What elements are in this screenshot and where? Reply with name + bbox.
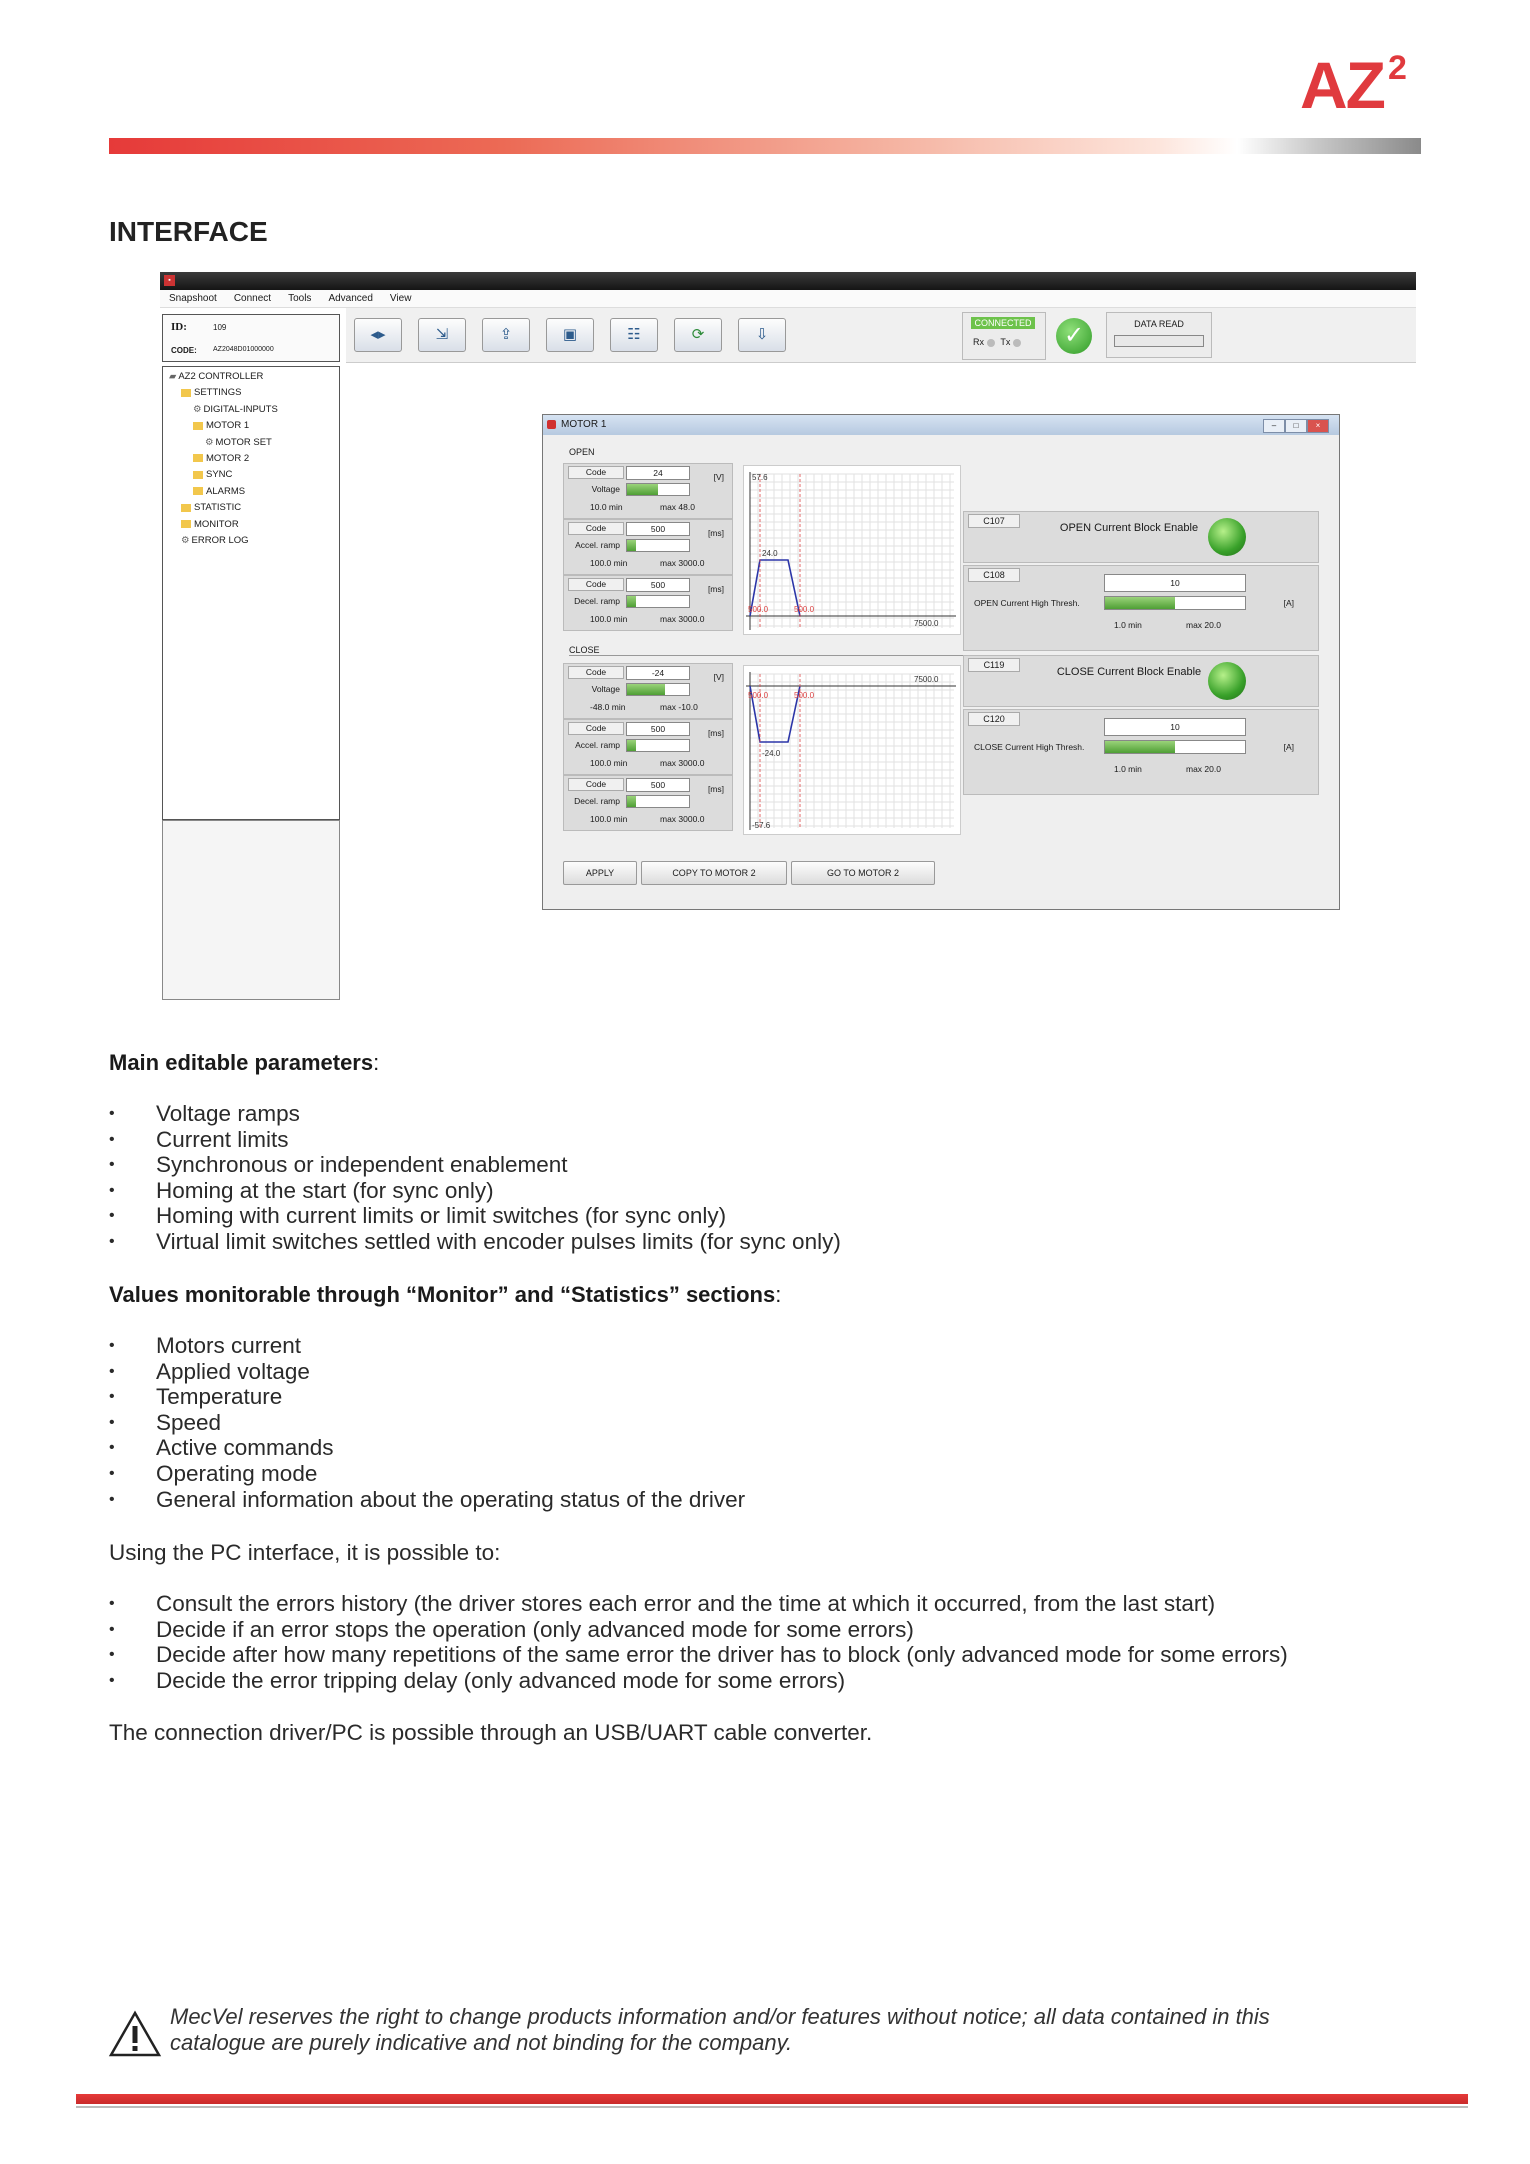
param-value-input[interactable]: 500 xyxy=(626,578,690,592)
open-ramp-plot xyxy=(743,465,961,635)
download-button[interactable] xyxy=(738,318,786,352)
tree-item[interactable] xyxy=(193,420,249,431)
logo-superscript: 2 xyxy=(1387,49,1405,87)
plot-grid xyxy=(750,474,954,628)
rx-led-icon xyxy=(987,339,995,347)
param-code: Code xyxy=(568,778,624,791)
close-thresh-slider[interactable] xyxy=(1104,740,1246,754)
close-thresh-name: CLOSE Current High Thresh. xyxy=(974,742,1085,752)
param-name: Voltage xyxy=(591,484,620,494)
folder-icon xyxy=(193,454,203,462)
param-unit: [ms] xyxy=(707,528,724,538)
copy-to-motor2-button[interactable]: COPY TO MOTOR 2 xyxy=(641,861,787,885)
close-thresh-max: max 20.0 xyxy=(1186,764,1221,774)
plot-t2-label: 500.0 xyxy=(794,605,815,614)
list-item: • Decide the error tripping delay (only advanced mode for some errors) xyxy=(109,1668,1288,1694)
param-max: max 3000.0 xyxy=(660,758,705,768)
param-value-input[interactable]: 24 xyxy=(626,466,690,480)
folder-icon xyxy=(193,471,203,479)
param-block xyxy=(563,519,733,575)
folder-icon xyxy=(193,422,203,430)
open-thresh-min: 1.0 min xyxy=(1114,620,1142,630)
tx-led-icon xyxy=(1013,339,1021,347)
param-value-input[interactable]: -24 xyxy=(626,666,690,680)
main-params-heading-text: Main editable parameters xyxy=(109,1050,374,1075)
open-current-block xyxy=(963,511,1319,563)
close-block-code: C119 xyxy=(968,658,1020,672)
menu-snapshoot[interactable]: Snapshoot xyxy=(169,293,217,304)
param-unit: [ms] xyxy=(707,784,724,794)
maximize-button[interactable]: □ xyxy=(1285,419,1307,433)
list-item: • Speed xyxy=(109,1410,745,1436)
folder-icon xyxy=(181,520,191,528)
list-item: • Current limits xyxy=(109,1127,841,1153)
open-block-code: C107 xyxy=(968,514,1020,528)
goto-motor2-button[interactable]: GO TO MOTOR 2 xyxy=(791,861,935,885)
param-slider[interactable] xyxy=(626,739,690,752)
param-slider[interactable] xyxy=(626,483,690,496)
app-icon: ▪ xyxy=(164,275,175,286)
app-titlebar xyxy=(160,272,1416,290)
param-block xyxy=(563,663,733,719)
tree-item-label: ALARMS xyxy=(206,485,246,497)
tree-item-label: ERROR LOG xyxy=(191,535,249,546)
param-block xyxy=(563,463,733,519)
open-section-label: OPEN xyxy=(569,447,595,457)
plot-t1-label: 500.0 xyxy=(748,691,769,700)
tree-item[interactable] xyxy=(181,502,241,513)
close-thresh-fill xyxy=(1105,741,1175,753)
tree-item[interactable] xyxy=(181,387,242,398)
toolbar xyxy=(346,308,1416,363)
gear-icon: ⚙ xyxy=(205,436,214,448)
close-enable-led-icon[interactable] xyxy=(1208,662,1246,700)
param-min: -48.0 min xyxy=(590,702,626,712)
plug-icon: ⇲ xyxy=(435,326,449,343)
disclaimer-line-2: catalogue are purely indicative and not binding for the company. xyxy=(170,2030,793,2055)
param-name: Accel. ramp xyxy=(575,740,620,750)
plot-tmax-label: 7500.0 xyxy=(914,619,939,628)
close-current-block xyxy=(963,655,1319,707)
refresh-icon: ⟳ xyxy=(691,326,705,343)
param-max: max 3000.0 xyxy=(660,814,705,824)
section-divider xyxy=(569,655,974,656)
app-screenshot xyxy=(160,272,1416,998)
param-code: Code xyxy=(568,666,624,679)
tree-item[interactable] xyxy=(169,371,263,382)
gear-icon: ⚙ xyxy=(181,535,190,546)
param-slider-fill xyxy=(627,484,658,495)
arrows-icon: ◂▸ xyxy=(370,326,386,343)
list-item: • Operating mode xyxy=(109,1461,745,1487)
list-item: • Decide if an error stops the operation (only advanced mode for some errors) xyxy=(109,1617,1288,1643)
param-min: 100.0 min xyxy=(590,758,628,768)
param-name: Accel. ramp xyxy=(575,540,620,550)
disclaimer-line-1: MecVel reserves the right to change products information and/or features without notice; all data contained in this xyxy=(170,2004,1270,2029)
list-item: • Voltage ramps xyxy=(109,1101,841,1127)
code-label: CODE: xyxy=(171,346,197,355)
param-block xyxy=(563,775,733,831)
param-min: 100.0 min xyxy=(590,814,628,824)
plot-level-label: 24.0 xyxy=(762,549,778,558)
list-item: • Homing with current limits or limit switches (for sync only) xyxy=(109,1203,841,1229)
device-id-panel xyxy=(162,314,340,362)
open-thresh-name: OPEN Current High Thresh. xyxy=(974,598,1080,608)
param-min: 10.0 min xyxy=(590,502,623,512)
param-slider-fill xyxy=(627,796,636,807)
tree-item[interactable] xyxy=(193,404,278,415)
param-slider-fill xyxy=(627,740,636,751)
folder-icon xyxy=(193,487,203,495)
param-slider-fill xyxy=(627,596,636,607)
menu-tools[interactable]: Tools xyxy=(288,293,312,304)
param-block xyxy=(563,719,733,775)
param-name: Voltage xyxy=(591,684,620,694)
folder-icon xyxy=(181,389,191,397)
warning-icon xyxy=(108,2010,162,2058)
list-item: • Virtual limit switches settled with encoder pulses limits (for sync only) xyxy=(109,1229,841,1255)
param-slider[interactable] xyxy=(626,795,690,808)
param-unit: [ms] xyxy=(707,584,724,594)
connect-button[interactable] xyxy=(418,318,466,352)
list-item: • Synchronous or independent enablement xyxy=(109,1152,841,1178)
download-icon: ⇩ xyxy=(755,326,769,343)
tree-item-label: STATISTIC xyxy=(194,502,242,514)
window-icon xyxy=(547,420,556,429)
tree-item-label: AZ2 CONTROLLER xyxy=(178,371,264,382)
id-value: 109 xyxy=(213,323,227,332)
minimize-button[interactable]: – xyxy=(1263,419,1285,433)
tree-item-label: DIGITAL-INPUTS xyxy=(203,403,278,415)
tree-item-label: SETTINGS xyxy=(194,387,242,399)
tree-item[interactable] xyxy=(193,469,232,480)
footer-bar xyxy=(76,2094,1468,2104)
param-slider-fill xyxy=(627,540,636,551)
id-label: ID: xyxy=(171,321,187,333)
open-thresh-fill xyxy=(1105,597,1175,609)
tree-item-label: MOTOR 1 xyxy=(206,420,250,432)
list-item: • Applied voltage xyxy=(109,1359,745,1385)
param-block xyxy=(563,575,733,631)
menu-advanced[interactable]: Advanced xyxy=(328,293,373,304)
connection-status xyxy=(962,312,1046,360)
param-unit: [ms] xyxy=(707,728,724,738)
param-code: Code xyxy=(568,466,624,479)
menu-view[interactable]: View xyxy=(389,293,412,304)
param-min: 100.0 min xyxy=(590,614,628,624)
param-slider[interactable] xyxy=(626,683,690,696)
logo-text: AZ xyxy=(1300,48,1384,122)
open-current-thresh xyxy=(963,565,1319,651)
pc-capabilities-list xyxy=(109,1591,1288,1693)
settings-button[interactable] xyxy=(610,318,658,352)
connected-badge: CONNECTED xyxy=(971,317,1035,329)
list-item: • Motors current xyxy=(109,1333,745,1359)
menu-connect[interactable]: Connect xyxy=(233,293,272,304)
monitor-heading-text: Values monitorable through “Monitor” and “Statistics” sections xyxy=(109,1282,776,1307)
plot-t1-label: 500.0 xyxy=(748,605,769,614)
tree-item-label: MONITOR xyxy=(194,518,239,530)
brand-logo xyxy=(1300,48,1405,122)
navigation-tree xyxy=(162,366,340,820)
tree-item[interactable] xyxy=(193,486,245,497)
tree-item[interactable] xyxy=(205,437,272,448)
list-item: • Decide after how many repetitions of the same error the driver has to block (only advanced mode for some errors) xyxy=(109,1642,1288,1668)
motor-window-titlebar xyxy=(543,415,1339,435)
tree-item[interactable] xyxy=(181,519,239,530)
save-button[interactable] xyxy=(546,318,594,352)
plot-level-label: -24.0 xyxy=(762,749,781,758)
close-thresh-unit: [A] xyxy=(1283,742,1294,752)
open-thresh-input[interactable]: 10 xyxy=(1104,574,1246,592)
tx-label: Tx xyxy=(1000,337,1011,347)
main-params-heading-colon: : xyxy=(373,1050,380,1075)
param-min: 100.0 min xyxy=(590,558,628,568)
plot-grid xyxy=(750,674,954,828)
close-section-label: CLOSE xyxy=(569,645,604,655)
controller-icon: ▰ xyxy=(169,371,177,382)
param-unit: [V] xyxy=(713,472,724,482)
save-icon: ▣ xyxy=(562,326,578,343)
close-thresh-input[interactable]: 10 xyxy=(1104,718,1246,736)
data-read-progress xyxy=(1114,335,1204,347)
monitor-heading xyxy=(109,1282,781,1308)
param-unit: [V] xyxy=(713,672,724,682)
close-current-thresh xyxy=(963,709,1319,795)
open-block-text: OPEN Current Block Enable xyxy=(1059,522,1199,534)
plot-tmax-label: 7500.0 xyxy=(914,675,939,684)
plot-t2-label: 500.0 xyxy=(794,691,815,700)
param-slider[interactable] xyxy=(626,595,690,608)
section-title: INTERFACE xyxy=(109,216,268,247)
close-thresh-code: C120 xyxy=(968,712,1020,726)
header-gradient-bar xyxy=(109,138,1421,154)
disclaimer xyxy=(170,2004,1270,2056)
close-window-button[interactable]: × xyxy=(1307,419,1329,433)
param-slider-fill xyxy=(627,684,665,695)
tree-item-label: MOTOR SET xyxy=(215,436,272,448)
apply-button[interactable]: APPLY xyxy=(563,861,637,885)
param-code: Code xyxy=(568,578,624,591)
param-max: max 48.0 xyxy=(660,502,695,512)
arrows-button[interactable] xyxy=(354,318,402,352)
gear-icon: ⚙ xyxy=(193,403,202,415)
param-slider[interactable] xyxy=(626,539,690,552)
folder-open-icon: ⇪ xyxy=(499,326,513,343)
pc-intro: Using the PC interface, it is possible to: xyxy=(109,1540,501,1565)
list-item: • Temperature xyxy=(109,1384,745,1410)
close-block-text: CLOSE Current Block Enable xyxy=(1056,666,1202,678)
close-thresh-min: 1.0 min xyxy=(1114,764,1142,774)
list-item: • Homing at the start (for sync only) xyxy=(109,1178,841,1204)
list-item: • General information about the operating status of the driver xyxy=(109,1487,745,1513)
param-code: Code xyxy=(568,522,624,535)
param-max: max 3000.0 xyxy=(660,614,705,624)
folder-icon xyxy=(181,504,191,512)
open-file-button[interactable] xyxy=(482,318,530,352)
param-max: max -10.0 xyxy=(660,702,698,712)
tree-item-label: MOTOR 2 xyxy=(206,453,250,464)
plot-ymax-label: 57.6 xyxy=(752,473,768,482)
list-item: • Active commands xyxy=(109,1435,745,1461)
param-value-input[interactable]: 500 xyxy=(626,778,690,792)
footer-rule xyxy=(76,2106,1468,2108)
param-max: max 3000.0 xyxy=(660,558,705,568)
param-value-input[interactable]: 500 xyxy=(626,722,690,736)
plot-ymin-label: -57.6 xyxy=(752,821,771,830)
tree-item[interactable] xyxy=(181,535,249,546)
connection-note: The connection driver/PC is possible through an USB/UART cable converter. xyxy=(109,1720,873,1745)
rx-label: Rx xyxy=(973,337,984,347)
monitor-heading-colon: : xyxy=(775,1282,782,1307)
param-name: Decel. ramp xyxy=(574,796,620,806)
lower-left-panel xyxy=(162,820,340,1000)
monitor-values-list xyxy=(109,1333,745,1512)
open-enable-led-icon[interactable] xyxy=(1208,518,1246,556)
tree-item[interactable] xyxy=(193,453,249,464)
main-params-heading xyxy=(109,1050,379,1076)
rx-tx-indicators xyxy=(973,337,1024,347)
tree-item-label: SYNC xyxy=(206,469,233,481)
open-thresh-slider[interactable] xyxy=(1104,596,1246,610)
main-params-list xyxy=(109,1101,841,1255)
param-value-input[interactable]: 500 xyxy=(626,522,690,536)
window-title: MOTOR 1 xyxy=(561,419,607,430)
open-thresh-unit: [A] xyxy=(1283,598,1294,608)
open-thresh-code: C108 xyxy=(968,568,1020,582)
motor-window xyxy=(542,414,1340,910)
param-name: Decel. ramp xyxy=(574,596,620,606)
param-code: Code xyxy=(568,722,624,735)
refresh-button[interactable] xyxy=(674,318,722,352)
list-item: • Consult the errors history (the driver stores each error and the time at which it occurred, from the last start) xyxy=(109,1591,1288,1617)
data-read-label: DATA READ xyxy=(1134,319,1184,329)
check-ok-icon: ✓ xyxy=(1056,318,1092,354)
code-value: AZ2048D01000000 xyxy=(213,346,274,353)
settings-icon: ☷ xyxy=(627,326,641,343)
data-read-panel xyxy=(1106,312,1212,358)
open-thresh-max: max 20.0 xyxy=(1186,620,1221,630)
menu-bar xyxy=(160,290,1416,308)
close-ramp-plot xyxy=(743,665,961,835)
